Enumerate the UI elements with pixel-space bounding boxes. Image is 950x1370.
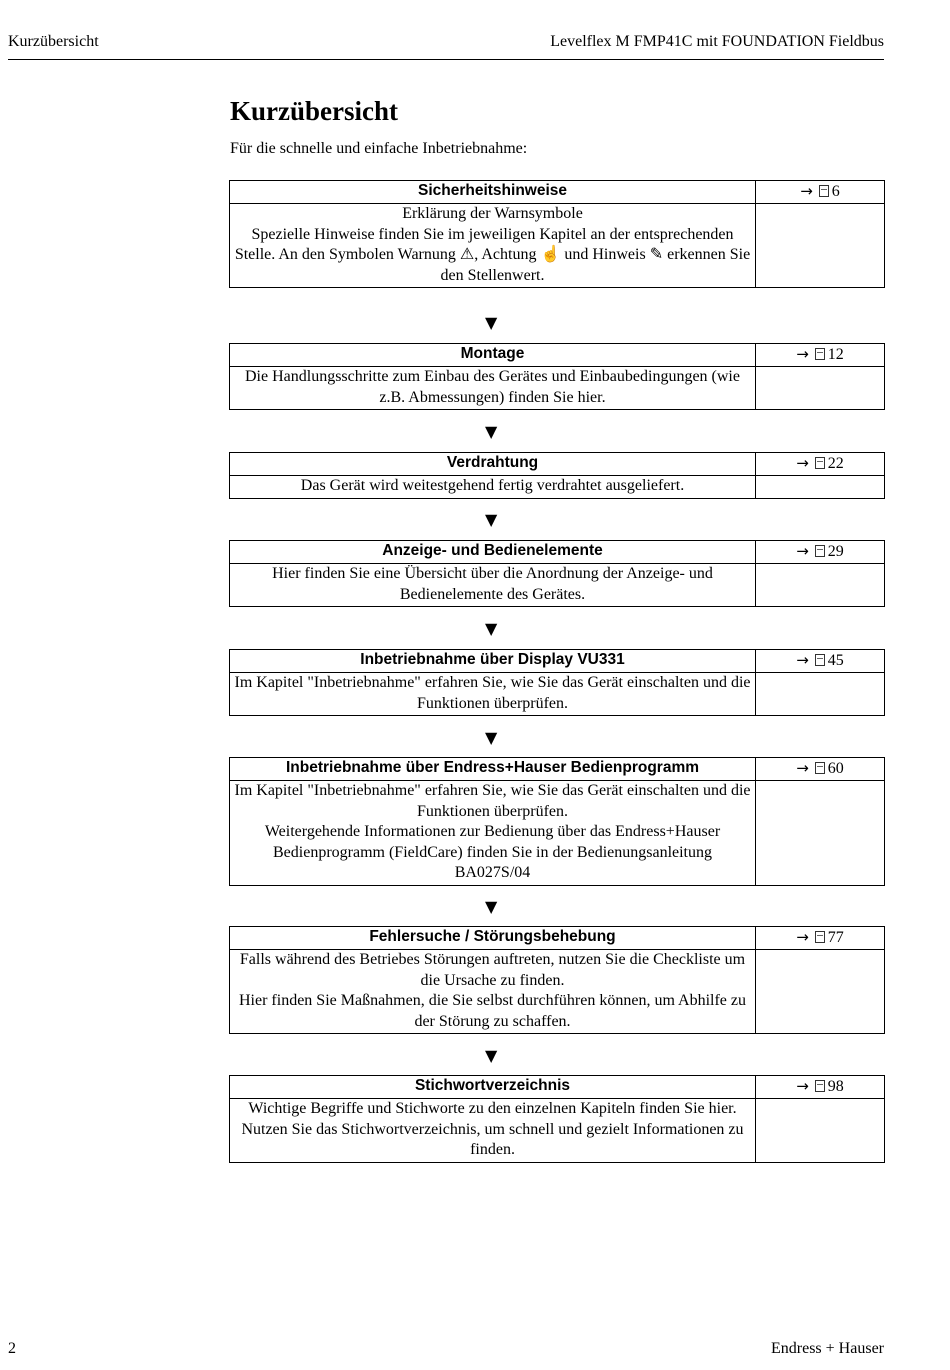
flow-arrow-icon: ▼ — [485, 313, 498, 332]
step-title: Sicherheitshinweise — [230, 181, 756, 203]
page-reference[interactable] — [756, 181, 884, 203]
page-icon — [815, 654, 825, 666]
ref-arrow-icon: → — [796, 345, 809, 363]
page-icon — [815, 1080, 825, 1092]
page-reference[interactable] — [756, 453, 884, 475]
step-description: Die Handlungsschritte zum Einbau des Gerätes und Einbaubedingungen (wie z.B. Abmessungen) finden Sie hier. — [230, 367, 756, 409]
page-number: 29 — [827, 543, 844, 560]
intro-text: Für die schnelle und einfache Inbetriebnahme: — [230, 140, 528, 157]
step-description: Hier finden Sie eine Übersicht über die Anordnung der Anzeige- und Bedienelemente des Gerätes. — [230, 564, 756, 606]
ref-arrow-icon: → — [796, 928, 809, 946]
step-title: Inbetriebnahme über Endress+Hauser Bedienprogramm — [230, 758, 756, 780]
page-reference[interactable] — [756, 344, 884, 366]
step-title: Fehlersuche / Störungsbehebung — [230, 927, 756, 949]
page-icon — [815, 348, 825, 360]
footer-page-number: 2 — [8, 1340, 16, 1357]
step-box — [229, 926, 885, 1034]
step-title: Stichwortverzeichnis — [230, 1076, 756, 1098]
header-product: Levelflex M FMP41C mit FOUNDATION Fieldbus — [550, 33, 884, 50]
step-description: Erklärung der Warnsymbole Spezielle Hinweise finden Sie im jeweiligen Kapitel an der entsprechenden Stelle. An den Symbolen Warnung ⚠, Achtung ☝ und Hinweis ✎ erkennen Sie den Stellenwert. — [230, 204, 756, 287]
ref-arrow-icon: → — [796, 542, 809, 560]
header-rule — [8, 59, 884, 60]
page-number: 12 — [827, 346, 844, 363]
page-reference[interactable] — [756, 1076, 884, 1098]
step-title: Verdrahtung — [230, 453, 756, 475]
step-description: Falls während des Betriebes Störungen auftreten, nutzen Sie die Checkliste um die Ursache zu finden. Hier finden Sie Maßnahmen, die Sie selbst durchführen können, um Abhilfe zu der Störung zu schaffen. — [230, 950, 756, 1033]
page-number: 98 — [827, 1078, 844, 1095]
step-box — [229, 1075, 885, 1163]
step-title: Inbetriebnahme über Display VU331 — [230, 650, 756, 672]
step-box — [229, 452, 885, 499]
page-icon — [819, 185, 829, 197]
page-number: 77 — [827, 929, 844, 946]
flow-arrow-icon: ▼ — [485, 1046, 498, 1065]
page-icon — [815, 457, 825, 469]
footer-brand: Endress + Hauser — [771, 1340, 884, 1357]
page-number: 6 — [831, 183, 840, 200]
step-box — [229, 180, 885, 288]
page-icon — [815, 545, 825, 557]
step-box — [229, 649, 885, 716]
step-box — [229, 757, 885, 886]
ref-arrow-icon: → — [796, 454, 809, 472]
flow-arrow-icon: ▼ — [485, 728, 498, 747]
step-title: Anzeige- und Bedienelemente — [230, 541, 756, 563]
step-description: Das Gerät wird weitestgehend fertig verdrahtet ausgeliefert. — [230, 476, 756, 498]
page-title: Kurzübersicht — [230, 96, 398, 126]
page-reference[interactable] — [756, 758, 884, 780]
page-reference[interactable] — [756, 650, 884, 672]
step-title: Montage — [230, 344, 756, 366]
header-section: Kurzübersicht — [8, 33, 99, 50]
step-description: Im Kapitel "Inbetriebnahme" erfahren Sie, wie Sie das Gerät einschalten und die Funktionen überprüfen. — [230, 673, 756, 715]
flow-arrow-icon: ▼ — [485, 422, 498, 441]
step-box — [229, 540, 885, 607]
page-number: 22 — [827, 455, 844, 472]
ref-arrow-icon: → — [796, 759, 809, 777]
flow-arrow-icon: ▼ — [485, 510, 498, 529]
page-icon — [815, 931, 825, 943]
ref-arrow-icon: → — [796, 651, 809, 669]
ref-arrow-icon: → — [800, 182, 813, 200]
page-number: 60 — [827, 760, 844, 777]
page-reference[interactable] — [756, 927, 884, 949]
page-icon — [815, 762, 825, 774]
step-description: Im Kapitel "Inbetriebnahme" erfahren Sie, wie Sie das Gerät einschalten und die Funktionen überprüfen. Weitergehende Informationen zur Bedienung über das Endress+Hauser Bedienprogramm (FieldCare) finden Sie in der Bedienungsanleitung BA027S/04 — [230, 781, 756, 885]
step-box — [229, 343, 885, 410]
step-description: Wichtige Begriffe und Stichworte zu den einzelnen Kapiteln finden Sie hier. Nutzen Sie das Stichwortverzeichnis, um schnell und gezielt Informationen zu finden. — [230, 1099, 756, 1162]
flow-arrow-icon: ▼ — [485, 619, 498, 638]
page-number: 45 — [827, 652, 844, 669]
flow-arrow-icon: ▼ — [485, 897, 498, 916]
page-reference[interactable] — [756, 541, 884, 563]
ref-arrow-icon: → — [796, 1077, 809, 1095]
